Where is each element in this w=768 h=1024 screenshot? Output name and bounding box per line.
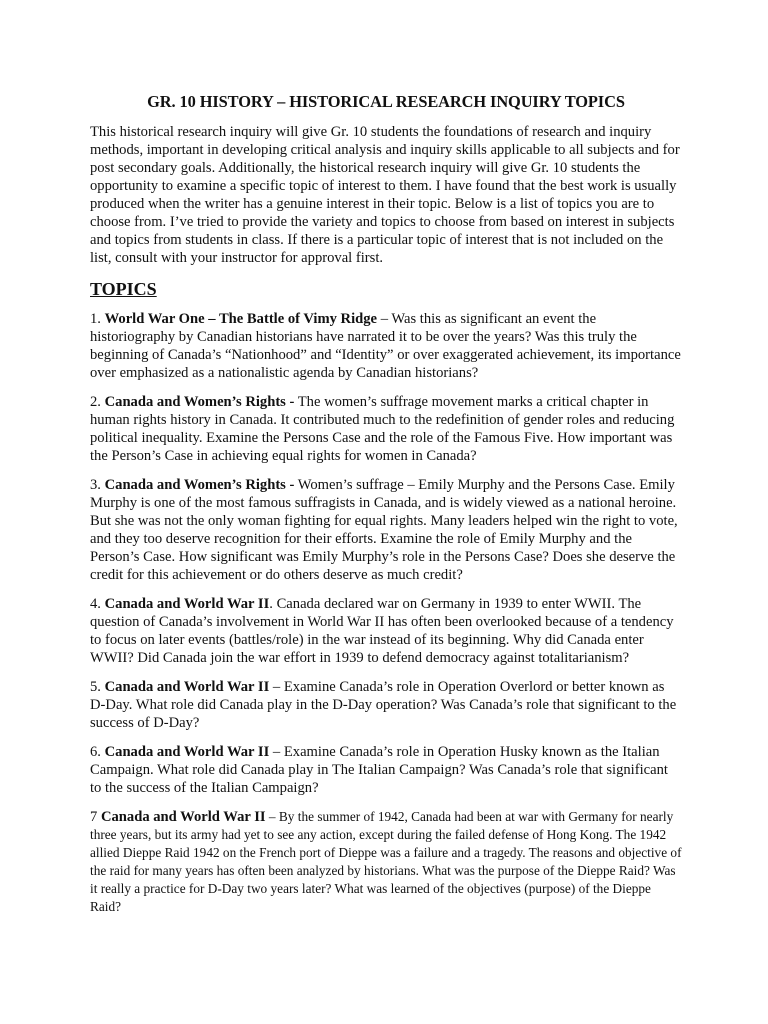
topic-item-3 — [90, 476, 682, 584]
topic-number: 3. — [90, 477, 101, 493]
topic-title: Canada and Women’s Rights - — [104, 477, 295, 493]
intro-paragraph: This historical research inquiry will give Gr. 10 students the foundations of research and inquiry methods, important in developing critical analysis and inquiry skills applicable to all subjects and for post secondary goals. Additionally, the historical research inquiry will give Gr. 10 students the opportunity to examine a specific topic of interest to them. I have found that the best work is usually produced when the writer has a genuine interest in their topic. Below is a list of topics you are to choose from. I’ve tried to provide the variety and topics to choose from based on interest in subjects and topics from students in class. If there is a particular topic of interest that is not included on the list, consult with your instructor for approval first. — [90, 124, 680, 266]
topic-item-4 — [90, 595, 682, 667]
topic-item-5 — [90, 678, 682, 732]
document-page — [90, 92, 682, 927]
topic-item-1 — [90, 310, 682, 382]
topic-title: World War One – The Battle of Vimy Ridge — [104, 311, 378, 327]
topic-body: Women’s suffrage – Emily Murphy and the Persons Case. Emily Murphy is one of the most famous suffragists in Canada, and is widely viewed as a national heroine. But she was not the only woman fighting for equal rights. Many leaders helped win the right to vote, and they too deserve recognition for their efforts. Examine the role of Emily Murphy and the Person’s Case. How significant was Emily Murphy’s role in the Persons Case? Does she deserve the credit for this achievement or do others deserve as much credit? — [90, 477, 678, 583]
topic-item-6 — [90, 743, 682, 797]
topic-number: 5. — [90, 679, 101, 695]
topic-body: – By the summer of 1942, Canada had been at war with Germany for nearly three years, but its army had yet to see any action, except during the failed defense of Hong Kong. The 1942 allied Dieppe Raid 1942 on the French port of Dieppe was a failure and a tragedy. The reasons and objective of the raid for many years has often been analyzed by historians. What was the purpose of the Dieppe Raid? Was it really a practice for D-Day two years later? What was learned of the objectives (purpose) of the Dieppe Raid? — [90, 809, 682, 914]
topic-number: 1. — [90, 311, 101, 327]
topic-item-2 — [90, 393, 682, 465]
topic-number: 6. — [90, 744, 101, 760]
topics-heading: TOPICS — [90, 279, 157, 299]
topic-title: Canada and World War II — [100, 809, 266, 825]
topic-title: Canada and World War II — [104, 596, 270, 612]
topic-number: 4. — [90, 596, 101, 612]
topic-body: . Canada declared war on Germany in 1939 to enter WWII. The question of Canada’s involvement in World War II has often been overlooked because of a tendency to focus on later events (battles/role) in the war instead of its beginning. Why did Canada enter WWII? Did Canada join the war effort in 1939 to defend democracy against totalitarianism? — [90, 596, 674, 666]
topic-body: – Was this as significant an event the historiography by Canadian historians have narrated it to be over the years? Was this truly the beginning of Canada’s “Nationhood” and “Identity” or over exaggerated achievement, its importance over emphasized as a nationalistic agenda by Canadian historians? — [90, 311, 681, 381]
topic-title: Canada and Women’s Rights - — [104, 394, 295, 410]
topic-body: – Examine Canada’s role in Operation Overlord or better known as D-Day. What role did Canada play in the D-Day operation? Was Canada’s role that significant to the success of D-Day? — [90, 679, 677, 731]
topic-number: 7 — [90, 809, 98, 825]
topic-title: Canada and World War II — [104, 679, 270, 695]
topic-body: – Examine Canada’s role in Operation Husky known as the Italian Campaign. What role did Canada play in The Italian Campaign? Was Canada’s role that significant to the success of the Italian Campaign? — [90, 744, 668, 796]
topic-body: The women’s suffrage movement marks a critical chapter in human rights history in Canada. It contributed much to the redefinition of gender roles and reducing political inequality. Examine the Persons Case and the role of the Famous Five. How important was the Person’s Case in achieving equal rights for women in Canada? — [90, 394, 675, 464]
topic-item-7 — [90, 808, 682, 916]
document-title: GR. 10 HISTORY – HISTORICAL RESEARCH INQUIRY TOPICS — [147, 92, 625, 111]
topic-number: 2. — [90, 394, 101, 410]
topic-title: Canada and World War II — [104, 744, 270, 760]
